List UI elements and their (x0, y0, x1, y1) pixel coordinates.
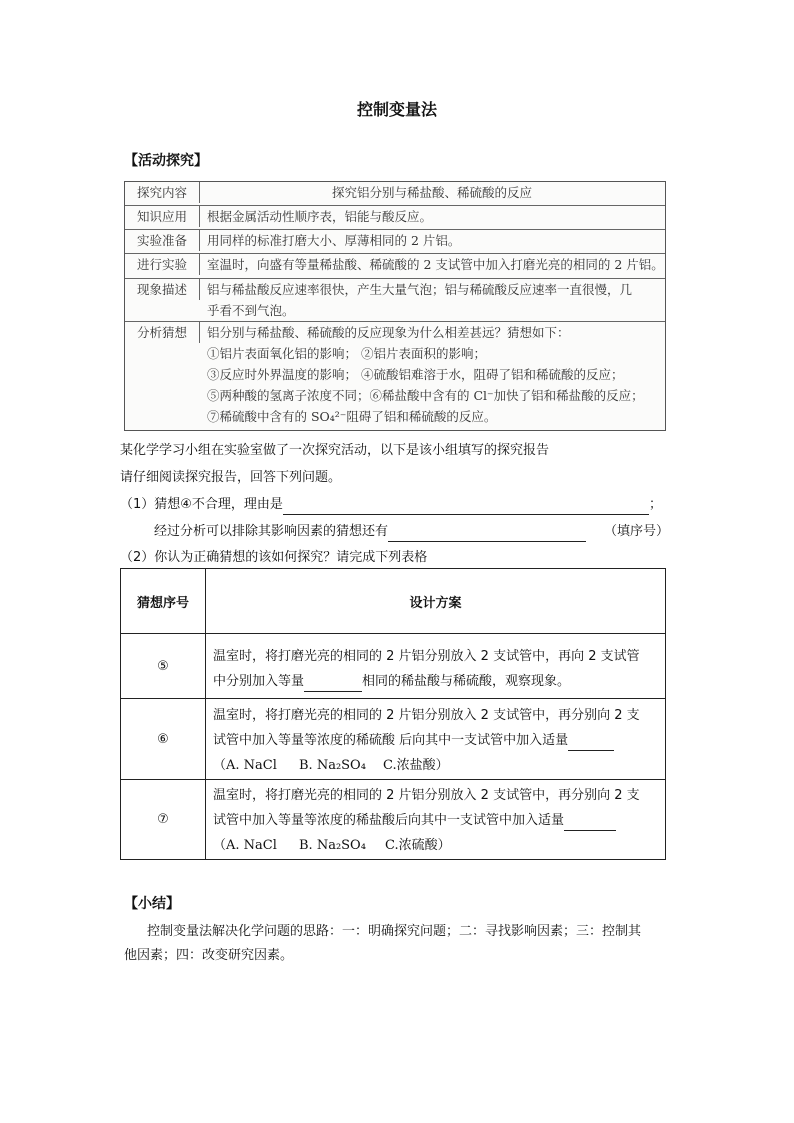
report-text: 用同样的标准打磨大小、厚薄相同的 2 片铝。 (207, 233, 461, 248)
report-label: 探究内容 (125, 182, 200, 203)
question-1 (120, 495, 662, 515)
report-text: 探究铝分别与稀盐酸、稀硫酸的反应 (331, 185, 532, 200)
option-a: （A. NaCl (213, 838, 277, 853)
report-row-experiment (125, 254, 665, 279)
column-header-plan: 设计方案 (409, 595, 462, 611)
plan-line (213, 731, 659, 751)
report-text: 根据金属活动性顺序表，铝能与酸反应。 (207, 209, 433, 224)
report-row-phenomenon (125, 279, 665, 322)
intro-line: 请仔细阅读探究报告，回答下列问题。 (120, 470, 342, 485)
plan-text: 试管中加入等量等浓度的稀硫酸 后向其中一支试管中加入适量 (213, 733, 569, 748)
question-1-end: ； (648, 497, 662, 512)
design-row (121, 699, 665, 780)
report-text: 室温时，向盛有等量稀盐酸、稀硫酸的 2 支试管中加入打磨光亮的相同的 2 片铝。 (207, 257, 664, 272)
report-label: 知识应用 (125, 206, 200, 227)
guess-number: ⑥ (121, 699, 206, 779)
question-1-text: （1）猜想④不合理，理由是 (120, 497, 283, 512)
question-1b-hint: （填序号） (604, 524, 670, 539)
report-text: ①铝片表面氧化铝的影响； ②铝片表面积的影响； (207, 346, 486, 361)
guess-number: ⑦ (121, 780, 206, 859)
options-line (213, 756, 659, 776)
option-b: B. Na₂SO₄ (299, 838, 366, 853)
answer-blank[interactable] (568, 736, 614, 751)
answer-blank[interactable] (388, 527, 586, 542)
plan-line: 温室时，将打磨光亮的相同的 2 片铝分别放入 2 支试管中，再分别向 2 支 (213, 788, 640, 803)
report-text: 铝分别与稀盐酸、稀硫酸的反应现象为什么相差甚远？猜想如下： (207, 325, 570, 340)
plan-text: 试管中加入等量等浓度的稀盐酸后向其中一支试管中加入适量 (213, 813, 565, 828)
design-row (121, 780, 665, 859)
guess-number: ⑤ (121, 634, 206, 698)
report-text: ⑤两种酸的氢离子浓度不同；⑥稀盐酸中含有的 Cl⁻加快了铝和稀盐酸的反应； (207, 388, 644, 403)
summary-heading: 【小结】 (124, 896, 180, 912)
option-a: （A. NaCl (213, 758, 277, 773)
answer-blank[interactable] (283, 500, 649, 515)
report-text: 铝与稀盐酸反应速率很快，产生大量气泡；铝与稀硫酸反应速率一直很慢，几 (207, 282, 633, 297)
report-label: 现象描述 (125, 279, 200, 300)
answer-blank[interactable] (564, 816, 616, 831)
option-c: C.浓盐酸） (383, 758, 449, 773)
question-1b-text: 经过分析可以排除其影响因素的猜想还有 (154, 524, 389, 539)
plan-line: 温室时，将打磨光亮的相同的 2 片铝分别放入 2 支试管中，再向 2 支试管 (213, 649, 640, 664)
report-row-content (125, 182, 665, 206)
report-label: 实验准备 (125, 230, 200, 251)
report-row-knowledge (125, 206, 665, 230)
plan-text: 中分别加入等量 (213, 674, 305, 689)
plan-line: 温室时，将打磨光亮的相同的 2 片铝分别放入 2 支试管中，再分别向 2 支 (213, 708, 640, 723)
report-table (124, 181, 666, 431)
column-header-number: 猜想序号 (121, 569, 206, 633)
page-title: 控制变量法 (356, 100, 437, 119)
option-b: B. Na₂SO₄ (299, 758, 366, 773)
report-label: 分析猜想 (125, 322, 200, 343)
plan-text: 相同的稀盐酸与稀硫酸，观察现象。 (362, 674, 571, 689)
answer-blank[interactable] (304, 677, 362, 692)
report-text: 乎看不到气泡。 (207, 303, 295, 318)
report-row-preparation (125, 230, 665, 254)
design-table (120, 568, 666, 860)
report-text: ⑦稀硫酸中含有的 SO₄²⁻阻碍了铝和稀硫酸的反应。 (207, 409, 497, 424)
report-text: ③反应时外界温度的影响； ④硫酸铝难溶于水，阻碍了铝和稀硫酸的反应； (207, 367, 624, 382)
report-label: 进行实验 (125, 254, 200, 275)
design-header-row (121, 569, 665, 634)
option-c: C.浓硫酸） (385, 838, 451, 853)
intro-line: 某化学学习小组在实验室做了一次探究活动，以下是该小组填写的探究报告 (120, 443, 550, 458)
options-line (213, 836, 659, 856)
question-1b (154, 522, 669, 542)
plan-line (213, 672, 659, 692)
report-row-analysis (125, 322, 665, 430)
design-row (121, 634, 665, 699)
activity-heading: 【活动探究】 (124, 153, 208, 169)
question-2: （2）你认为正确猜想的该如何探究？请完成下列表格 (120, 550, 428, 565)
plan-line (213, 811, 659, 831)
summary-line: 控制变量法解决化学问题的思路：一：明确探究问题；二：寻找影响因素；三：控制其 (147, 924, 642, 939)
summary-line: 他因素；四：改变研究因素。 (124, 948, 294, 963)
